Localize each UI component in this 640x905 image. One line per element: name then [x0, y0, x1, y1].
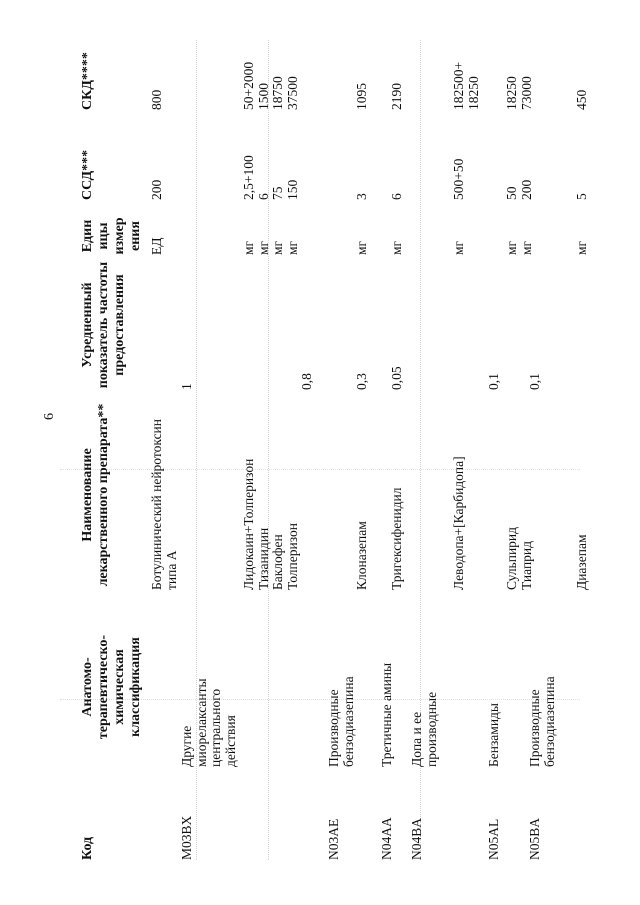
code-cell: M03BX	[179, 815, 194, 860]
drug-item: Сульпирид	[504, 526, 519, 590]
ssd-list	[505, 180, 534, 200]
skd-item: 18250	[504, 76, 519, 110]
ssd-list	[242, 155, 300, 200]
code-cell: N05BA	[527, 817, 542, 860]
unit-item: мг	[255, 240, 271, 255]
unit-item: мг	[518, 240, 534, 255]
code-cell: N04BA	[409, 817, 424, 860]
atc-cell: Допа и ее производные	[409, 691, 439, 767]
freq-cell: 0,3	[354, 373, 369, 390]
skd-item: 73000	[518, 76, 534, 110]
freq-cell: 0,05	[389, 366, 404, 390]
skd-cell: 182500+ 18250	[451, 61, 481, 110]
skd-cell: 1095	[354, 83, 369, 110]
atc-cell: Третичные амины	[379, 662, 394, 767]
atc-cell: Производные бензодиазепина	[326, 676, 356, 767]
header-unit: Единицы измерения	[80, 217, 143, 255]
ssd-cell: 3	[354, 193, 369, 200]
drug-cell: Диазепам	[574, 534, 589, 590]
drug-cell: Тригексифенидил	[389, 487, 404, 590]
unit-cell: мг	[354, 240, 369, 255]
freq-cell: 0,1	[527, 373, 542, 390]
ssd-cell: 500+50	[451, 158, 466, 200]
skd-cell: 450	[574, 89, 589, 110]
header-skd: СКД****	[80, 52, 95, 110]
header-drug: Наименование лекарственного препарата**	[80, 403, 111, 587]
unit-cell: мг	[574, 240, 589, 255]
ssd-item: 200	[518, 179, 534, 200]
code-cell: N03AE	[326, 818, 341, 860]
ssd-item: 2,5+100	[241, 155, 256, 200]
rotated-landscape-table	[0, 20, 600, 890]
freq-cell: 0,1	[486, 373, 501, 390]
drug-cell: Клоназепам	[354, 521, 369, 590]
atc-cell: Производные бензодиазепина	[527, 676, 557, 767]
atc-cell: Бензамиды	[486, 703, 501, 767]
skd-cell: 2190	[389, 83, 404, 110]
drug-list	[242, 459, 300, 590]
ssd-cell: 6	[389, 193, 404, 200]
page-number: 6	[42, 413, 57, 420]
skd-list	[505, 76, 534, 110]
unit-item: мг	[241, 240, 256, 255]
header-atc: Анатомо-терапевтическо-химическая классификация	[80, 634, 143, 740]
freq-cell: 1	[179, 383, 194, 390]
unit-cell: ЕД	[149, 237, 164, 255]
drug-item: Толперизон	[284, 523, 300, 590]
atc-cell: Другие миорелаксанты центрального действия	[179, 678, 238, 767]
unit-cell: мг	[451, 240, 466, 255]
drug-cell: Ботулинический нейротоксин типа А	[149, 418, 179, 590]
ssd-cell: 5	[574, 193, 589, 200]
column-separator	[60, 469, 580, 470]
ssd-item: 50	[504, 186, 519, 200]
skd-item: 37500	[284, 76, 300, 110]
ssd-cell: 200	[149, 179, 164, 200]
header-code: Код	[80, 836, 95, 860]
ssd-item: 75	[270, 186, 285, 200]
skd-cell: 800	[149, 89, 164, 110]
unit-cell: мг	[389, 240, 404, 255]
unit-item: мг	[504, 240, 519, 255]
header-freq: Усредненный показатель частоты предоставления	[80, 261, 127, 389]
ssd-item: 150	[284, 179, 300, 200]
freq-cell: 0,8	[299, 373, 314, 390]
drug-item: Баклофен	[270, 534, 285, 590]
drug-item: Лидокаин+Толперизон	[241, 458, 256, 590]
header-ssd: ССД***	[80, 149, 95, 200]
ssd-item: 6	[255, 193, 271, 200]
skd-list	[242, 62, 300, 110]
drug-item: Тиаприд	[518, 540, 534, 590]
skd-item: 50+2000	[241, 61, 256, 110]
skd-item: 1500	[255, 83, 271, 110]
drug-list	[505, 527, 534, 590]
code-cell: N04AA	[379, 817, 394, 860]
drug-cell: Леводопа+[Карбидопа]	[451, 456, 466, 590]
unit-list	[242, 241, 300, 255]
code-cell: N05AL	[486, 818, 501, 860]
unit-list	[505, 241, 534, 255]
skd-item: 18750	[270, 76, 285, 110]
unit-item: мг	[270, 240, 285, 255]
drug-item: Тизанидин	[255, 527, 271, 590]
unit-item: мг	[284, 240, 300, 255]
